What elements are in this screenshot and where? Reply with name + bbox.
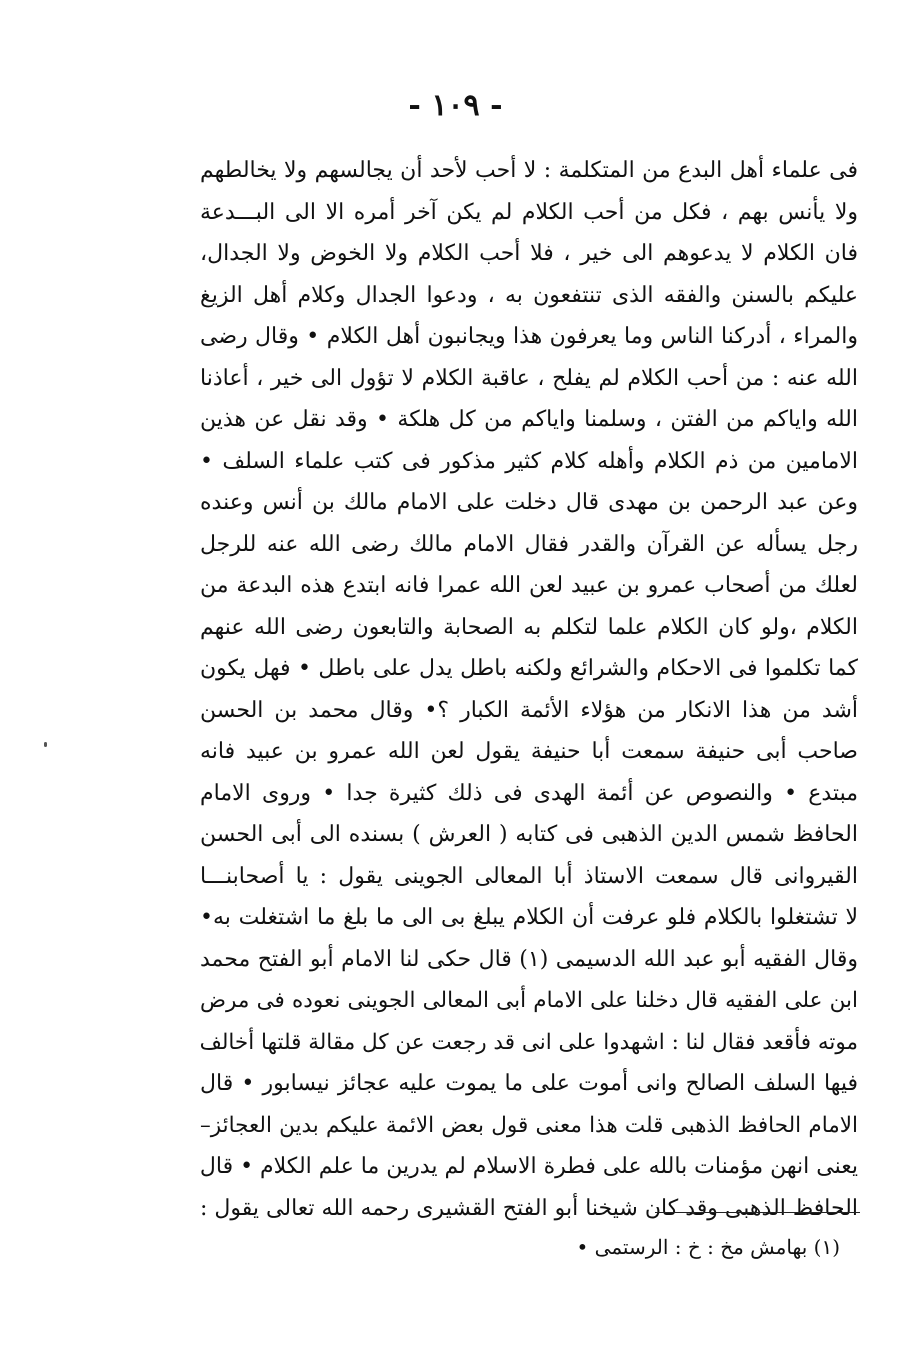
text-line: فى علماء أهل البدع من المتكلمة : لا أحب لأحد أن يجالسهم ولا يخالطهم (200, 158, 858, 183)
text-line: يعنى انهن مؤمنات بالله على فطرة الاسلام لم يدرين ما علم الكلام • قال (200, 1154, 858, 1179)
text-line: القيروانى قال سمعت الاستاذ أبا المعالى الجوينى يقول : يا أصحابنـــا (200, 863, 858, 889)
text-line: الامامين من ذم الكلام وأهله كلام كثير مذكور فى كتب علماء السلف • (200, 448, 858, 474)
text-line: كما تكلموا فى الاحكام والشرائع ولكنه باطل يدل على باطل • فهل يكون (200, 656, 858, 681)
text-line: الكلام ،ولو كان الكلام علما لتكلم به الصحابة والتابعون رضى الله عنهم (200, 614, 858, 640)
text-line: وقال الفقيه أبو عبد الله الدسيمى (١) قال حكى لنا الامام أبو الفتح محمد (200, 946, 858, 972)
text-line: الحافظ الذهبى وقد كان شيخنا أبو الفتح القشيرى رحمه الله تعالى يقول : (200, 1195, 858, 1221)
text-line: فان الكلام لا يدعوهم الى خير ، فلا أحب الكلام ولا الخوض ولا الجدال، (200, 241, 858, 266)
scan-speck (44, 742, 47, 747)
text-line: موته فأقعد فقال لنا : اشهدوا على انى قد رجعت عن كل مقالة قلتها أخالف (200, 1029, 858, 1055)
text-line: الحافظ شمس الدين الذهبى فى كتابه ( العرش ) بسنده الى أبى الحسن (200, 822, 858, 847)
body-text (200, 150, 858, 1229)
text-line: صاحب أبى حنيفة سمعت أبا حنيفة يقول لعن الله عمرو بن عبيد فانه (200, 739, 858, 764)
text-line: الله واياكم من الفتن ، وسلمنا واياكم من كل هلكة • وقد نقل عن هذين (200, 407, 858, 432)
text-line: ابن على الفقيه قال دخلنا على الامام أبى المعالى الجوينى نعوده فى مرض (200, 988, 858, 1013)
text-line: أشد من هذا الانكار من هؤلاء الأئمة الكبار ؟• وقال محمد بن الحسن (200, 697, 858, 723)
text-line: وعن عبد الرحمن بن مهدى قال دخلت على الامام مالك بن أنس وعنده (200, 490, 858, 515)
text-line: والمراء ، أدركنا الناس وما يعرفون هذا ويجانبون أهل الكلام • وقال رضى (200, 324, 858, 349)
text-line: فيها السلف الصالح وانى أموت على ما يموت عليه عجائز نيسابور • قال (200, 1071, 858, 1096)
text-line: مبتدع • والنصوص عن أئمة الهدى فى ذلك كثيرة جدا • وروى الامام (200, 780, 858, 806)
text-line: لا تشتغلوا بالكلام فلو عرفت أن الكلام يبلغ بى الى ما بلغ ما اشتغلت به• (200, 905, 858, 930)
page-number: - ١٠٩ - (408, 88, 503, 123)
text-line: ولا يأنس بهم ، فكل من أحب الكلام لم يكن آخر أمره الا الى البـــدعة (200, 199, 858, 225)
text-line: رجل يسأله عن القرآن والقدر فقال الامام مالك رضى الله عنه للرجل (200, 531, 858, 557)
text-line: لعلك من أصحاب عمرو بن عبيد لعن الله عمرا فانه ابتدع هذه البدعة من (200, 573, 858, 598)
text-line: الامام الحافظ الذهبى قلت هذا معنى قول بعض الائمة عليكم بدين العجائز– (200, 1112, 858, 1138)
text-line: الله عنه : من أحب الكلام لم يفلح ، عاقبة الكلام لا تؤول الى خير ، أعاذنا (200, 365, 858, 391)
text-line: عليكم بالسنن والفقه الذى تنتفعون به ، ودعوا الجدال وكلام أهل الزيغ (200, 282, 858, 308)
footnote: (١) بهامش مخ : خ : الرستمى • (576, 1235, 840, 1259)
footnote-divider (655, 1212, 860, 1213)
